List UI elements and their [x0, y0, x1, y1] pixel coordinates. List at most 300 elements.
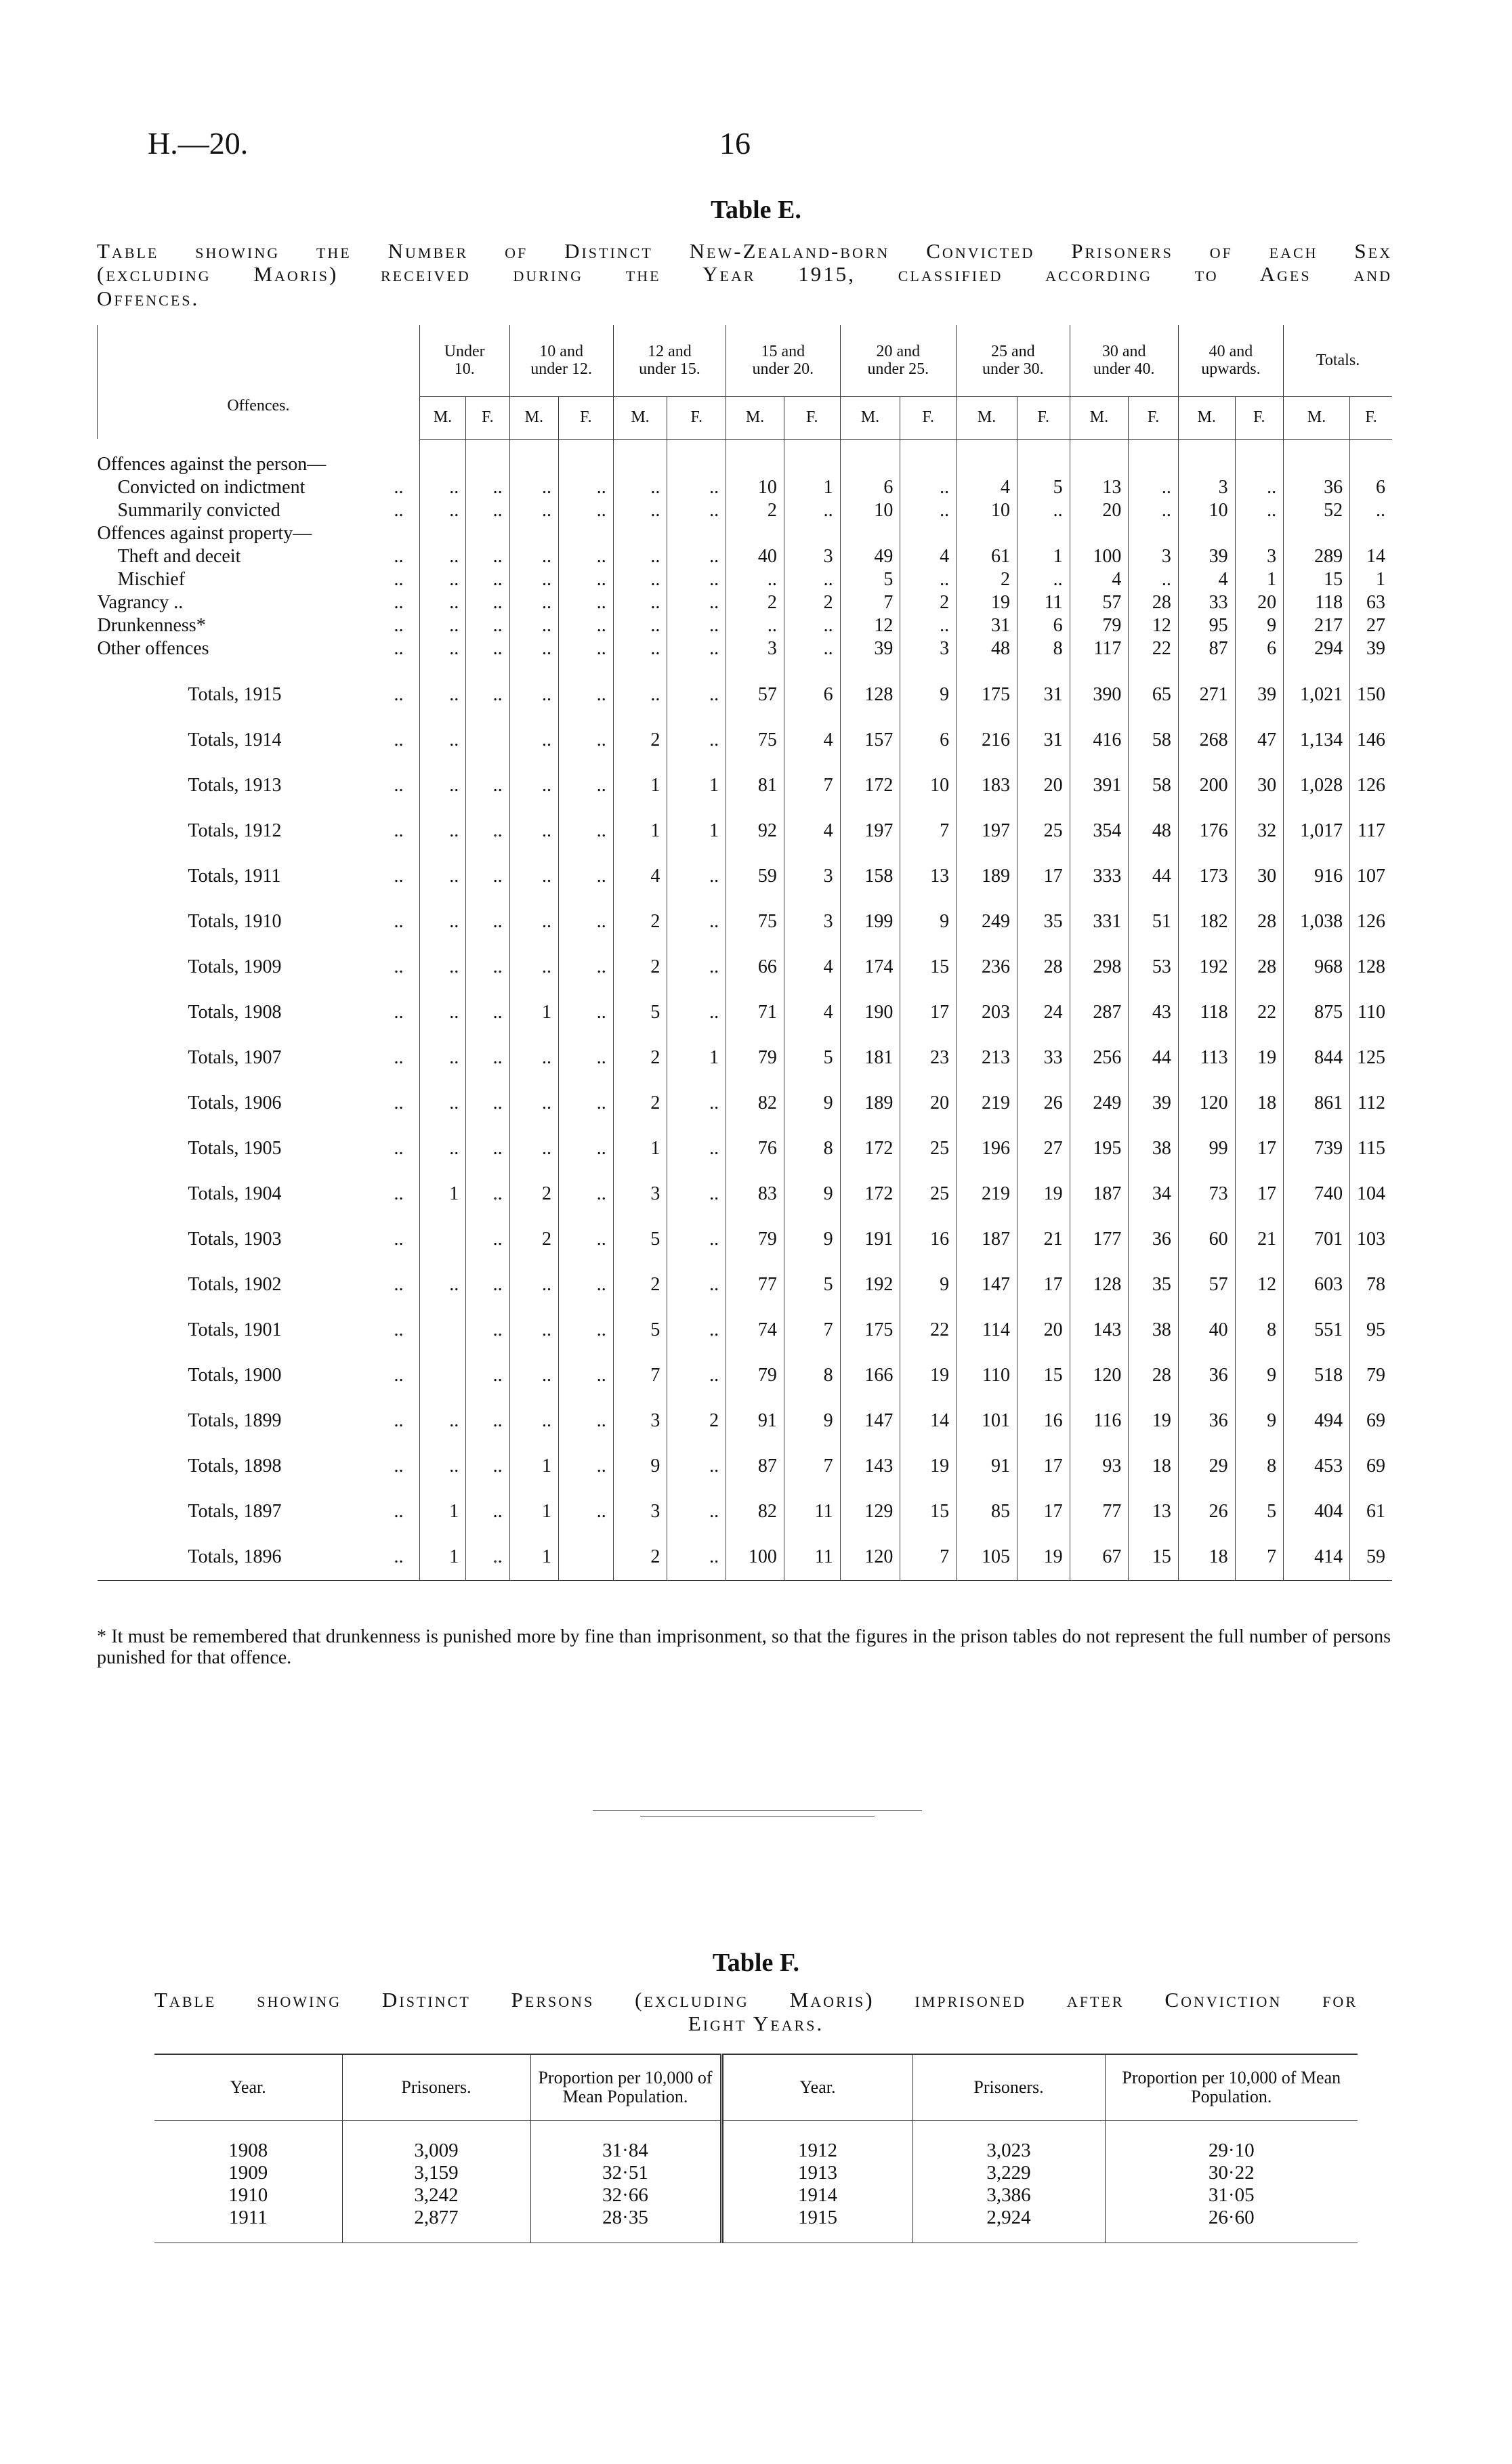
table-cell: .. — [509, 476, 558, 499]
table-cell: 69 — [1350, 1399, 1392, 1444]
table-cell: .. — [1129, 476, 1179, 499]
table-cell — [613, 522, 667, 545]
offence-label: Mischief .. — [117, 568, 404, 590]
leader-dots: .. — [394, 1410, 404, 1431]
table-cell: 13 — [900, 854, 957, 899]
table-cell — [667, 453, 726, 476]
table-cell: .. — [419, 545, 465, 568]
table-cell: 113 — [1178, 1036, 1235, 1081]
table-cell: 17 — [1017, 1444, 1070, 1489]
table-cell: .. — [509, 568, 558, 591]
totals-row — [98, 899, 1393, 945]
table-cell: 22 — [1129, 637, 1179, 660]
table-cell: 6 — [900, 718, 957, 763]
table-cell: .. — [559, 614, 614, 637]
table-cell: .. — [419, 568, 465, 591]
totals-row — [98, 1081, 1393, 1126]
table-cell: 7 — [900, 809, 957, 854]
table-cell: .. — [419, 945, 465, 990]
table-cell: 416 — [1070, 718, 1129, 763]
table-f-cell: 1912 — [721, 2121, 912, 2163]
table-cell: .. — [419, 809, 465, 854]
table-cell: 7 — [784, 763, 840, 809]
table-cell — [1284, 453, 1350, 476]
offence-label: Vagrancy .. .. — [97, 591, 404, 613]
table-cell — [840, 522, 900, 545]
table-cell: .. — [1235, 499, 1283, 522]
table-cell: 219 — [957, 1172, 1017, 1217]
table-cell: 15 — [1129, 1535, 1179, 1581]
table-f-caption: Table F. — [712, 1949, 800, 1977]
table-cell: 10 — [900, 763, 957, 809]
table-cell: 34 — [1129, 1172, 1179, 1217]
table-cell: 4 — [957, 476, 1017, 499]
sex-header-f: F. — [900, 396, 957, 439]
table-cell: 125 — [1350, 1036, 1392, 1081]
table-f-title-line1: Table showing Distinct Persons (excluding Maoris) imprisoned after Conviction for — [154, 1988, 1358, 2012]
table-cell: 391 — [1070, 763, 1129, 809]
table-cell: 19 — [1235, 1036, 1283, 1081]
table-f-row — [154, 2121, 1358, 2163]
table-cell: .. — [509, 1308, 558, 1353]
sex-header-m: M. — [1070, 396, 1129, 439]
table-f-row — [154, 2162, 1358, 2184]
table-cell: 24 — [1017, 990, 1070, 1036]
leader-dots: .. — [394, 499, 404, 521]
table-cell: 1 — [1350, 568, 1392, 591]
table-cell: 2 — [613, 1535, 667, 1581]
totals-label: Totals, 1906 .. — [188, 1092, 404, 1113]
table-cell: .. — [1129, 568, 1179, 591]
table-cell: 2 — [613, 1036, 667, 1081]
table-cell: 4 — [784, 990, 840, 1036]
table-cell: 213 — [957, 1036, 1017, 1081]
table-cell: .. — [667, 568, 726, 591]
table-cell: 7 — [784, 1308, 840, 1353]
table-cell: 85 — [957, 1489, 1017, 1535]
table-cell: 28 — [1235, 945, 1283, 990]
table-cell: 603 — [1284, 1262, 1350, 1308]
totals-row — [98, 1308, 1393, 1353]
table-cell: 26 — [1017, 1081, 1070, 1126]
table-cell: 9 — [784, 1081, 840, 1126]
table-cell: 77 — [1070, 1489, 1129, 1535]
table-cell: 57 — [1178, 1262, 1235, 1308]
table-cell: 115 — [1350, 1126, 1392, 1172]
table-cell: .. — [900, 499, 957, 522]
table-cell: .. — [466, 499, 509, 522]
table-cell: 114 — [957, 1308, 1017, 1353]
table-e-title-line1: Table showing the Number of Distinct New-Zealand-born Convicted Prisoners of each Sex — [97, 239, 1392, 263]
table-f-title-line2: Eight Years. — [688, 2012, 824, 2035]
table-cell: 166 — [840, 1353, 900, 1399]
table-cell: 414 — [1284, 1535, 1350, 1581]
table-cell: .. — [667, 1172, 726, 1217]
table-cell: 354 — [1070, 809, 1129, 854]
table-f-header-prisoners: Prisoners. — [912, 2054, 1105, 2121]
table-cell: .. — [509, 637, 558, 660]
table-cell: 118 — [1284, 591, 1350, 614]
totals-row — [98, 1217, 1393, 1262]
table-cell: 1 — [1235, 568, 1283, 591]
table-f-header-proportion: Proportion per 10,000 of Mean Population. — [1105, 2054, 1358, 2121]
table-cell: .. — [466, 545, 509, 568]
sex-header-m: M. — [613, 396, 667, 439]
table-cell: 75 — [726, 899, 784, 945]
table-cell: 2 — [509, 1172, 558, 1217]
table-cell: .. — [466, 568, 509, 591]
table-cell: 177 — [1070, 1217, 1129, 1262]
table-cell: .. — [466, 763, 509, 809]
offence-label: Theft and deceit .. — [117, 545, 404, 567]
table-cell: 5 — [613, 1217, 667, 1262]
table-cell: .. — [466, 637, 509, 660]
table-cell: 13 — [1129, 1489, 1179, 1535]
table-cell: 9 — [900, 899, 957, 945]
table-f-cell: 32·51 — [530, 2162, 721, 2184]
table-cell: 52 — [1284, 499, 1350, 522]
table-cell: .. — [559, 568, 614, 591]
table-cell: 48 — [1129, 809, 1179, 854]
table-cell: 331 — [1070, 899, 1129, 945]
table-cell — [1017, 522, 1070, 545]
table-cell: .. — [559, 718, 614, 763]
table-cell: .. — [419, 499, 465, 522]
table-cell: .. — [419, 591, 465, 614]
table-cell: .. — [419, 673, 465, 718]
offence-row — [98, 614, 1393, 637]
table-cell: 77 — [726, 1262, 784, 1308]
table-cell: 40 — [726, 545, 784, 568]
table-cell: .. — [466, 1262, 509, 1308]
table-cell: .. — [509, 1399, 558, 1444]
table-cell: 6 — [840, 476, 900, 499]
leader-dots: .. — [394, 911, 404, 932]
table-cell: .. — [559, 1489, 614, 1535]
table-cell: .. — [509, 945, 558, 990]
table-e-footnote: * It must be remembered that drunkenness is punished more by fine than imprisonment, so that the figures in the prison tables do not represent the full number of persons punished for that offence. — [97, 1626, 1391, 1668]
table-cell: .. — [613, 637, 667, 660]
table-cell: .. — [667, 1489, 726, 1535]
table-cell: 100 — [1070, 545, 1129, 568]
table-f-cell: 3,023 — [912, 2121, 1105, 2163]
table-cell: .. — [667, 1353, 726, 1399]
table-cell: 116 — [1070, 1399, 1129, 1444]
totals-row — [98, 1262, 1393, 1308]
table-cell: .. — [466, 1353, 509, 1399]
offence-label: Drunkenness* .. — [97, 614, 404, 636]
table-cell: 73 — [1178, 1172, 1235, 1217]
table-cell: 126 — [1350, 899, 1392, 945]
table-cell — [419, 1308, 465, 1353]
table-cell: 2 — [613, 718, 667, 763]
table-cell: 3 — [726, 637, 784, 660]
table-cell: 7 — [900, 1535, 957, 1581]
totals-label: Totals, 1912 .. — [188, 820, 404, 841]
table-cell: .. — [466, 1081, 509, 1126]
table-cell: .. — [559, 1036, 614, 1081]
table-cell: 1 — [667, 1036, 726, 1081]
table-f-cell: 2,877 — [342, 2207, 530, 2243]
table-cell: 1 — [613, 1126, 667, 1172]
totals-row — [98, 1535, 1393, 1581]
totals-row — [98, 763, 1393, 809]
table-cell: 197 — [957, 809, 1017, 854]
offence-row — [98, 522, 1393, 545]
table-cell: 58 — [1129, 763, 1179, 809]
table-cell: 51 — [1129, 899, 1179, 945]
table-cell: 10 — [726, 476, 784, 499]
table-cell — [1178, 522, 1235, 545]
table-cell: .. — [419, 637, 465, 660]
page-number: 16 — [719, 126, 751, 161]
table-cell: .. — [667, 1081, 726, 1126]
table-cell — [509, 522, 558, 545]
table-cell: .. — [900, 476, 957, 499]
table-cell — [957, 453, 1017, 476]
table-cell: 35 — [1017, 899, 1070, 945]
table-cell: 19 — [1017, 1172, 1070, 1217]
table-cell: 187 — [1070, 1172, 1129, 1217]
table-cell: 183 — [957, 763, 1017, 809]
leader-dots: .. — [394, 545, 404, 567]
table-f-header-prisoners: Prisoners. — [342, 2054, 530, 2121]
table-cell: .. — [466, 614, 509, 637]
table-cell: 17 — [900, 990, 957, 1036]
table-cell: .. — [466, 1399, 509, 1444]
offence-label: Offences against property— — [97, 522, 312, 544]
offence-row — [98, 499, 1393, 522]
table-cell: .. — [419, 476, 465, 499]
table-cell: 39 — [1235, 673, 1283, 718]
table-cell: 1 — [509, 1535, 558, 1581]
offence-row — [98, 453, 1393, 476]
table-cell: 2 — [726, 591, 784, 614]
table-cell: .. — [509, 1262, 558, 1308]
table-cell: 25 — [900, 1172, 957, 1217]
table-cell: 158 — [840, 854, 900, 899]
table-cell: .. — [419, 1262, 465, 1308]
sex-header-m: M. — [509, 396, 558, 439]
sex-header-m: M. — [419, 396, 465, 439]
table-cell: 294 — [1284, 637, 1350, 660]
table-cell: 2 — [667, 1399, 726, 1444]
table-cell: 197 — [840, 809, 900, 854]
table-cell: 11 — [784, 1489, 840, 1535]
table-cell: 1 — [419, 1172, 465, 1217]
table-cell: 3 — [784, 545, 840, 568]
table-cell: 71 — [726, 990, 784, 1036]
table-cell: 13 — [1070, 476, 1129, 499]
table-cell: .. — [559, 637, 614, 660]
table-cell: 35 — [1129, 1262, 1179, 1308]
table-cell: 39 — [1178, 545, 1235, 568]
table-cell: 17 — [1235, 1126, 1283, 1172]
table-e — [97, 325, 1392, 1586]
table-cell: 9 — [784, 1217, 840, 1262]
table-cell: .. — [509, 763, 558, 809]
table-cell: .. — [466, 854, 509, 899]
table-cell: 8 — [1235, 1308, 1283, 1353]
leader-dots: .. — [394, 476, 404, 498]
totals-label: Totals, 1899 .. — [188, 1410, 404, 1431]
table-cell: .. — [466, 1489, 509, 1535]
table-cell: .. — [419, 1081, 465, 1126]
table-cell: 19 — [1129, 1399, 1179, 1444]
table-cell: 78 — [1350, 1262, 1392, 1308]
table-cell: .. — [466, 899, 509, 945]
table-cell: 32 — [1235, 809, 1283, 854]
leader-dots: .. — [394, 1456, 404, 1477]
group-header-25-30: 25 and under 30. — [957, 325, 1070, 396]
table-cell — [784, 522, 840, 545]
table-cell: 3 — [613, 1172, 667, 1217]
table-cell — [1129, 522, 1179, 545]
table-cell: 150 — [1350, 673, 1392, 718]
table-cell: 176 — [1178, 809, 1235, 854]
table-cell — [1350, 522, 1392, 545]
table-cell: 83 — [726, 1172, 784, 1217]
table-cell — [840, 453, 900, 476]
leader-dots: .. — [394, 1002, 404, 1023]
table-cell: 189 — [957, 854, 1017, 899]
table-cell — [1070, 522, 1129, 545]
table-cell: .. — [466, 990, 509, 1036]
leader-dots: .. — [394, 775, 404, 796]
table-cell: 1 — [784, 476, 840, 499]
table-cell: .. — [509, 854, 558, 899]
table-cell: 9 — [1235, 614, 1283, 637]
table-cell: 118 — [1178, 990, 1235, 1036]
table-cell — [667, 522, 726, 545]
table-cell: .. — [1017, 568, 1070, 591]
table-cell: 175 — [957, 673, 1017, 718]
table-cell: 29 — [1178, 1444, 1235, 1489]
table-cell: 30 — [1235, 854, 1283, 899]
table-cell: 57 — [1070, 591, 1129, 614]
table-cell: .. — [559, 1444, 614, 1489]
table-cell: 2 — [613, 945, 667, 990]
table-cell: 22 — [1235, 990, 1283, 1036]
table-cell: 1,134 — [1284, 718, 1350, 763]
table-cell: .. — [509, 718, 558, 763]
table-cell: 4 — [900, 545, 957, 568]
table-cell: 181 — [840, 1036, 900, 1081]
table-cell: 5 — [784, 1262, 840, 1308]
table-cell: 518 — [1284, 1353, 1350, 1399]
table-cell: .. — [667, 591, 726, 614]
table-cell: 192 — [1178, 945, 1235, 990]
table-cell — [900, 522, 957, 545]
table-f-cell: 30·22 — [1105, 2162, 1358, 2184]
sex-header-f: F. — [1129, 396, 1179, 439]
totals-row — [98, 1353, 1393, 1399]
table-cell: 79 — [1350, 1353, 1392, 1399]
table-cell: 92 — [726, 809, 784, 854]
table-cell: 2 — [900, 591, 957, 614]
table-cell: 81 — [726, 763, 784, 809]
table-cell — [509, 453, 558, 476]
table-cell: .. — [900, 568, 957, 591]
table-cell: 14 — [1350, 545, 1392, 568]
table-cell: 91 — [957, 1444, 1017, 1489]
table-cell: 33 — [1017, 1036, 1070, 1081]
table-cell: .. — [613, 545, 667, 568]
table-cell: .. — [726, 568, 784, 591]
table-cell: 4 — [613, 854, 667, 899]
totals-row — [98, 1126, 1393, 1172]
table-cell: 95 — [1350, 1308, 1392, 1353]
table-cell: .. — [667, 945, 726, 990]
table-cell: 1 — [509, 990, 558, 1036]
table-cell: .. — [466, 945, 509, 990]
table-cell: 120 — [840, 1535, 900, 1581]
table-cell: 4 — [784, 718, 840, 763]
table-cell: .. — [784, 568, 840, 591]
table-cell: 19 — [957, 591, 1017, 614]
leader-dots: .. — [394, 1229, 404, 1250]
table-cell: .. — [667, 1262, 726, 1308]
table-cell: .. — [784, 637, 840, 660]
table-cell: 38 — [1129, 1308, 1179, 1353]
table-f-cell: 29·10 — [1105, 2121, 1358, 2163]
table-cell: 27 — [1017, 1126, 1070, 1172]
sex-header-m: M. — [957, 396, 1017, 439]
table-cell: 172 — [840, 763, 900, 809]
table-f — [154, 2054, 1358, 2243]
totals-label: Totals, 1909 .. — [188, 956, 404, 977]
table-cell: 21 — [1235, 1217, 1283, 1262]
table-cell: .. — [613, 614, 667, 637]
table-cell: 27 — [1350, 614, 1392, 637]
table-cell: 20 — [1070, 499, 1129, 522]
table-cell: .. — [419, 854, 465, 899]
totals-row — [98, 1172, 1393, 1217]
table-cell: .. — [466, 476, 509, 499]
table-cell: 36 — [1178, 1399, 1235, 1444]
table-cell: 2 — [613, 1081, 667, 1126]
table-cell: 36 — [1178, 1353, 1235, 1399]
table-cell: 4 — [784, 945, 840, 990]
table-cell: 47 — [1235, 718, 1283, 763]
table-cell: 120 — [1178, 1081, 1235, 1126]
table-cell: 19 — [1017, 1535, 1070, 1581]
table-f-cell: 1909 — [228, 2162, 268, 2184]
table-f-cell: 28·35 — [530, 2207, 721, 2243]
table-cell: 172 — [840, 1126, 900, 1172]
table-cell: 8 — [1235, 1444, 1283, 1489]
table-cell: 217 — [1284, 614, 1350, 637]
table-cell: 7 — [613, 1353, 667, 1399]
table-cell: .. — [509, 1036, 558, 1081]
table-cell: 256 — [1070, 1036, 1129, 1081]
table-cell: 74 — [726, 1308, 784, 1353]
table-cell: 44 — [1129, 1036, 1179, 1081]
table-cell: .. — [466, 1444, 509, 1489]
table-cell: .. — [667, 990, 726, 1036]
offence-label: Summarily convicted .. — [117, 499, 404, 521]
table-cell: 128 — [1070, 1262, 1129, 1308]
table-cell: 36 — [1129, 1217, 1179, 1262]
table-cell: .. — [466, 591, 509, 614]
table-cell: 23 — [900, 1036, 957, 1081]
table-cell: 30 — [1235, 763, 1283, 809]
table-cell: 175 — [840, 1308, 900, 1353]
table-cell: 28 — [1235, 899, 1283, 945]
totals-label: Totals, 1908 .. — [188, 1002, 404, 1023]
table-cell: 1,021 — [1284, 673, 1350, 718]
table-cell: .. — [419, 763, 465, 809]
